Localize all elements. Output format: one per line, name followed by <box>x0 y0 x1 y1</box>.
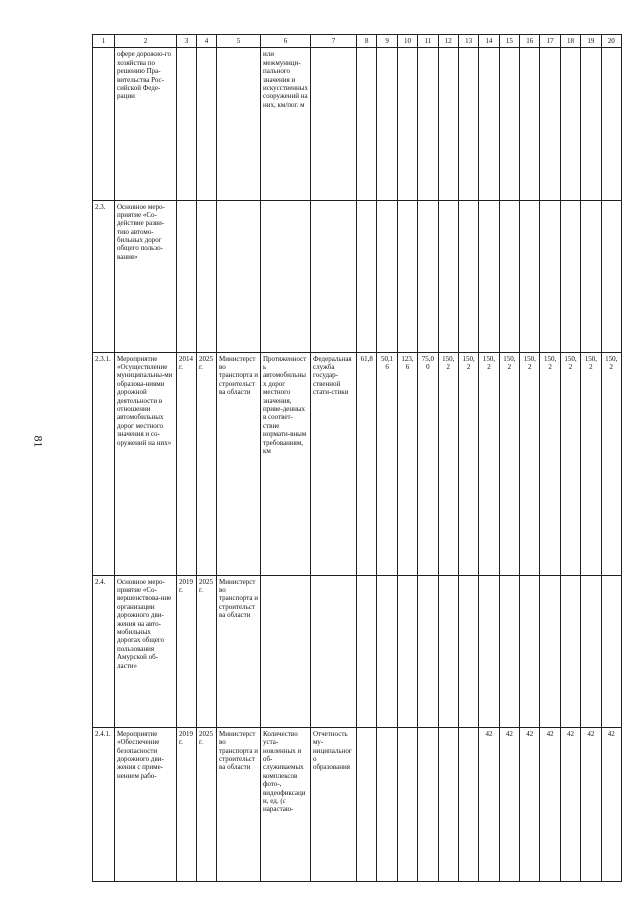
table-cell <box>93 48 115 200</box>
table-cell <box>560 575 580 727</box>
table-cell: 150,2 <box>560 352 580 575</box>
table-cell <box>479 48 499 200</box>
table-cell: офере дорожно-го хозяйства по решению Пра-вительства Рос-сийской Феде-рации <box>115 48 177 200</box>
column-header-10: 10 <box>397 35 417 48</box>
table-cell: 42 <box>479 727 499 881</box>
table-cell: 42 <box>601 727 622 881</box>
table-cell <box>601 48 622 200</box>
table-cell <box>540 200 560 352</box>
table-cell <box>397 48 417 200</box>
table-cell <box>177 200 197 352</box>
table-cell <box>560 48 580 200</box>
table-row <box>93 200 622 352</box>
table-cell <box>581 575 601 727</box>
table-cell: 150,2 <box>601 352 622 575</box>
column-header-19: 19 <box>581 35 601 48</box>
table-cell <box>418 48 438 200</box>
column-header-8: 8 <box>357 35 377 48</box>
table-cell <box>479 575 499 727</box>
column-header-14: 14 <box>479 35 499 48</box>
table-cell: Основное меро-приятие «Со-вершенствова-ние организации дорожного дви-жения на авто-мобильных дорогах общего пользования Амурской об-ласти» <box>115 575 177 727</box>
column-header-1: 1 <box>93 35 115 48</box>
table-cell <box>458 575 478 727</box>
table-cell <box>357 727 377 881</box>
page-number: 81 <box>31 435 46 448</box>
table-cell <box>177 48 197 200</box>
table-cell: Количество уста-новленных и об-служиваемых комплексов фото-, видеофиксации, ед. (с нарастаю- <box>261 727 311 881</box>
table-cell <box>520 575 540 727</box>
table-cell <box>581 48 601 200</box>
table-cell <box>261 575 311 727</box>
table-cell: 150,2 <box>479 352 499 575</box>
header-row <box>93 35 622 48</box>
table-cell: Отчетность му-ниципального образования <box>311 727 357 881</box>
table-cell: 42 <box>540 727 560 881</box>
table-row <box>93 727 622 881</box>
table-cell <box>311 48 357 200</box>
table-cell <box>581 200 601 352</box>
table-cell: 2.3. <box>93 200 115 352</box>
column-header-3: 3 <box>177 35 197 48</box>
table-cell: Федеральная служба государ-ственной стати-стики <box>311 352 357 575</box>
table-cell: 150,2 <box>438 352 458 575</box>
table-cell <box>540 48 560 200</box>
table-cell: 123,6 <box>397 352 417 575</box>
table-cell: 2.4.1. <box>93 727 115 881</box>
table-cell: 61,8 <box>357 352 377 575</box>
table-cell: 150,2 <box>499 352 519 575</box>
table-cell <box>479 200 499 352</box>
table-cell: Министерство транспорта и строительства области <box>217 727 261 881</box>
table-cell <box>520 200 540 352</box>
column-header-11: 11 <box>418 35 438 48</box>
column-header-2: 2 <box>115 35 177 48</box>
program-table <box>92 34 622 882</box>
table-row <box>93 575 622 727</box>
column-header-16: 16 <box>520 35 540 48</box>
table-cell <box>601 200 622 352</box>
column-header-17: 17 <box>540 35 560 48</box>
table-cell <box>499 575 519 727</box>
table-cell: Основное меро-приятие «Со-действие разви-тию автомо-бильных дорог общего пользо-вания» <box>115 200 177 352</box>
table-cell <box>197 200 217 352</box>
table-cell <box>499 48 519 200</box>
table-cell: 2014 г. <box>177 352 197 575</box>
page-number-container <box>28 435 48 458</box>
table-cell: 150,2 <box>458 352 478 575</box>
table-cell: 75,00 <box>418 352 438 575</box>
column-header-9: 9 <box>377 35 397 48</box>
column-header-7: 7 <box>311 35 357 48</box>
table-cell <box>438 727 458 881</box>
table-cell: Министерство транспорта и строительства области <box>217 575 261 727</box>
table-cell: 150,2 <box>581 352 601 575</box>
column-header-12: 12 <box>438 35 458 48</box>
table-cell: Мероприятие «Обеспечение безопасности дорожного дви-жения с приме-нением рабо- <box>115 727 177 881</box>
table-cell <box>217 200 261 352</box>
table-cell <box>458 200 478 352</box>
table-cell: 42 <box>520 727 540 881</box>
table-cell <box>601 575 622 727</box>
table-cell: 2025 г. <box>197 575 217 727</box>
table-cell: 150,2 <box>520 352 540 575</box>
table-cell: 2019 г. <box>177 575 197 727</box>
column-header-4: 4 <box>197 35 217 48</box>
table-cell <box>217 48 261 200</box>
column-header-15: 15 <box>499 35 519 48</box>
table-cell: 42 <box>499 727 519 881</box>
table-cell <box>438 200 458 352</box>
table-cell <box>397 575 417 727</box>
table-cell <box>377 727 397 881</box>
table-cell <box>458 48 478 200</box>
table-cell <box>458 727 478 881</box>
table-cell: Министерство транспорта и строительства области <box>217 352 261 575</box>
table-cell <box>520 48 540 200</box>
column-header-18: 18 <box>560 35 580 48</box>
table-cell: 2025 г. <box>197 727 217 881</box>
table-cell <box>357 575 377 727</box>
table-cell <box>311 575 357 727</box>
table-cell: 42 <box>581 727 601 881</box>
table-cell: 150,2 <box>540 352 560 575</box>
table-cell <box>377 200 397 352</box>
table-cell: 42 <box>560 727 580 881</box>
table-row <box>93 48 622 200</box>
table-cell <box>418 200 438 352</box>
table-cell <box>377 575 397 727</box>
table-cell <box>261 200 311 352</box>
table-cell: 2025 г. <box>197 352 217 575</box>
column-header-6: 6 <box>261 35 311 48</box>
table-cell: 50,16 <box>377 352 397 575</box>
table-cell <box>418 575 438 727</box>
table-cell <box>418 727 438 881</box>
table-cell: Мероприятие «Осуществление муниципальны-ми образова-ниями дорожной деятельности в отношении автомобильных дорог местного значения и со-оружений на них» <box>115 352 177 575</box>
table-cell <box>357 200 377 352</box>
table-cell <box>438 48 458 200</box>
table-cell <box>540 575 560 727</box>
column-header-5: 5 <box>217 35 261 48</box>
table-cell <box>397 727 417 881</box>
table-cell: или межмуници-пального значения и искусственных сооружений на них, км/пог. м <box>261 48 311 200</box>
table-cell: 2.3.1. <box>93 352 115 575</box>
table-cell <box>377 48 397 200</box>
table-cell <box>397 200 417 352</box>
table-cell <box>560 200 580 352</box>
table-cell <box>311 200 357 352</box>
table-cell: Протяженность автомобильных дорог местного значения, приве-денных в соответ-ствие нормати-вным требованиям, км <box>261 352 311 575</box>
table-row <box>93 352 622 575</box>
table-cell: 2019 г. <box>177 727 197 881</box>
table-cell: 2.4. <box>93 575 115 727</box>
table-cell <box>357 48 377 200</box>
table-cell <box>197 48 217 200</box>
column-header-13: 13 <box>458 35 478 48</box>
table-cell <box>499 200 519 352</box>
table-cell <box>438 575 458 727</box>
column-header-20: 20 <box>601 35 622 48</box>
